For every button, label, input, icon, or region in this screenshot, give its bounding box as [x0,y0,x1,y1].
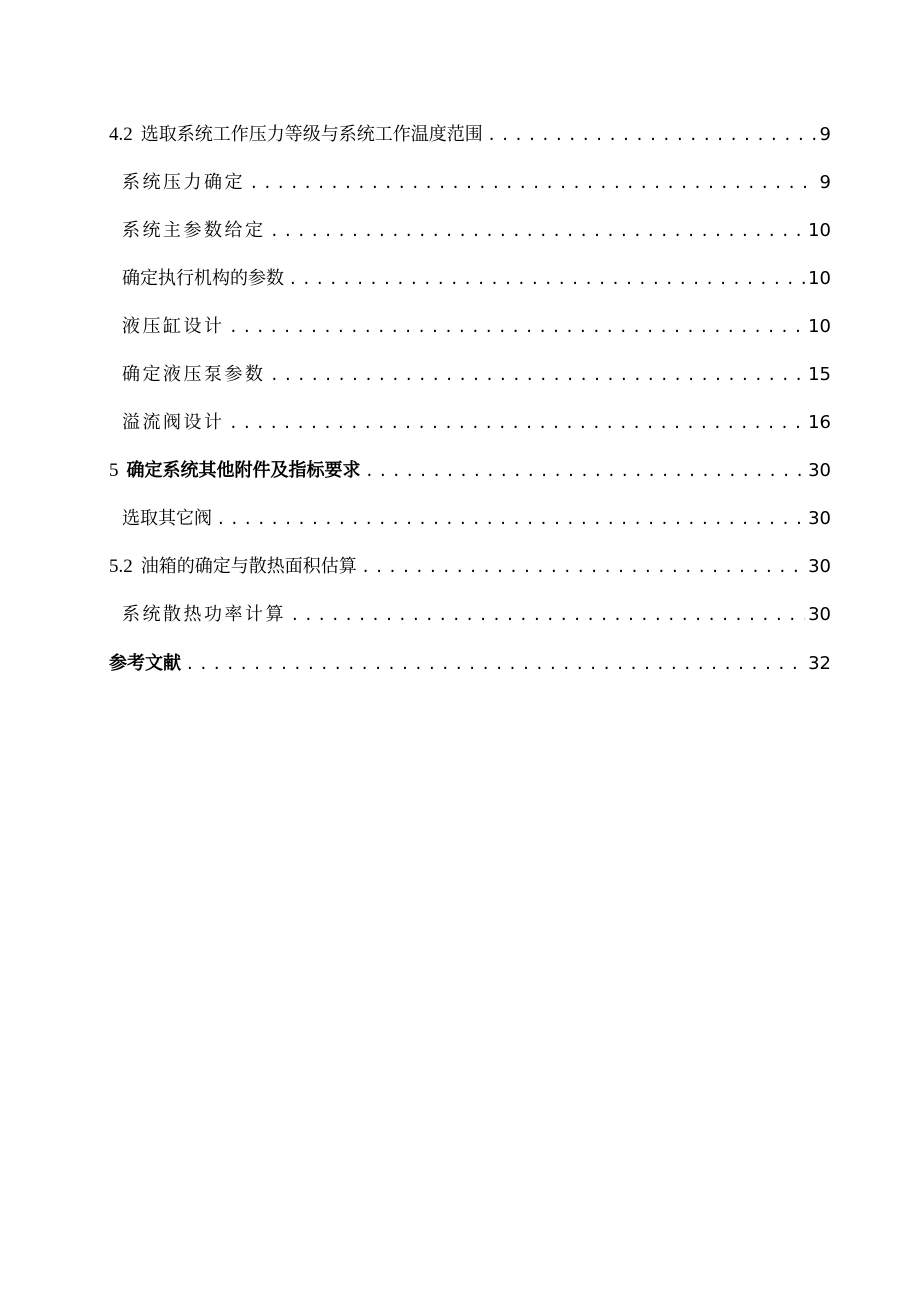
toc-dot-leader [489,121,817,149]
toc-entry-title: 液压缸设计 [122,316,225,337]
toc-entry-page: 15 [808,364,831,385]
toc-entry-cylinder-design[interactable] [122,313,831,341]
toc-dot-leader [231,409,806,437]
toc-entry-title: 确定液压泵参数 [122,364,266,385]
toc-dot-leader [292,601,805,629]
toc-entry-number: 5.2 [109,556,133,577]
toc-entry-page: 10 [808,268,831,289]
toc-entry-page: 10 [808,316,831,337]
toc-entry-title: 系统主参数给定 [122,220,266,241]
toc-dot-leader [231,313,806,341]
toc-entry-title [109,553,357,581]
toc-entry-main-parameters[interactable] [122,217,831,245]
toc-dot-leader [272,361,806,389]
toc-entry-5-2[interactable] [109,553,831,581]
toc-entry-number: 5 [109,460,119,481]
toc-dot-leader [218,505,805,533]
toc-entry-title-text: 选取系统工作压力等级与系统工作温度范围 [140,124,483,145]
toc-entry-title: 选取其它阀 [122,508,212,529]
toc-entry-page: 30 [808,556,831,577]
toc-entry-page: 30 [808,604,831,625]
toc-entry-title: 溢流阀设计 [122,412,225,433]
toc-dot-leader [363,553,805,581]
toc-entry-title [109,457,361,485]
toc-entry-title: 确定执行机构的参数 [122,268,284,289]
toc-dot-leader [272,217,806,245]
toc-entry-title-text: 油箱的确定与散热面积估算 [140,556,357,577]
toc-entry-pump-parameters[interactable] [122,361,831,389]
toc-entry-title: 参考文献 [109,653,181,674]
toc-entry-page: 30 [808,508,831,529]
toc-entry-page: 16 [808,412,831,433]
toc-entry-relief-valve-design[interactable] [122,409,831,437]
toc-entry-page: 9 [819,124,831,145]
toc-entry-page: 30 [808,460,831,481]
toc-entry-other-valves[interactable] [122,505,831,533]
toc-dot-leader [290,265,805,293]
toc-entry-heat-dissipation[interactable] [122,601,831,629]
toc-entry-number: 4.2 [109,124,133,145]
toc-dot-leader [187,650,805,678]
toc-entry-title [109,121,483,149]
toc-entry-actuator-parameters[interactable] [122,265,831,293]
toc-entry-4-2[interactable] [109,121,831,149]
toc-entry-title: 系统压力确定 [122,172,245,193]
toc-entry-5[interactable] [109,457,831,485]
toc-entry-references[interactable] [109,650,831,678]
toc-entry-title-text: 确定系统其他附件及指标要求 [126,460,361,481]
toc-entry-system-pressure[interactable] [122,169,831,197]
toc-dot-leader [251,169,817,197]
toc-entry-title: 系统散热功率计算 [122,604,286,625]
toc-entry-page: 9 [819,172,831,193]
toc-entry-page: 32 [808,653,831,674]
toc-dot-leader [367,457,806,485]
toc-entry-page: 10 [808,220,831,241]
